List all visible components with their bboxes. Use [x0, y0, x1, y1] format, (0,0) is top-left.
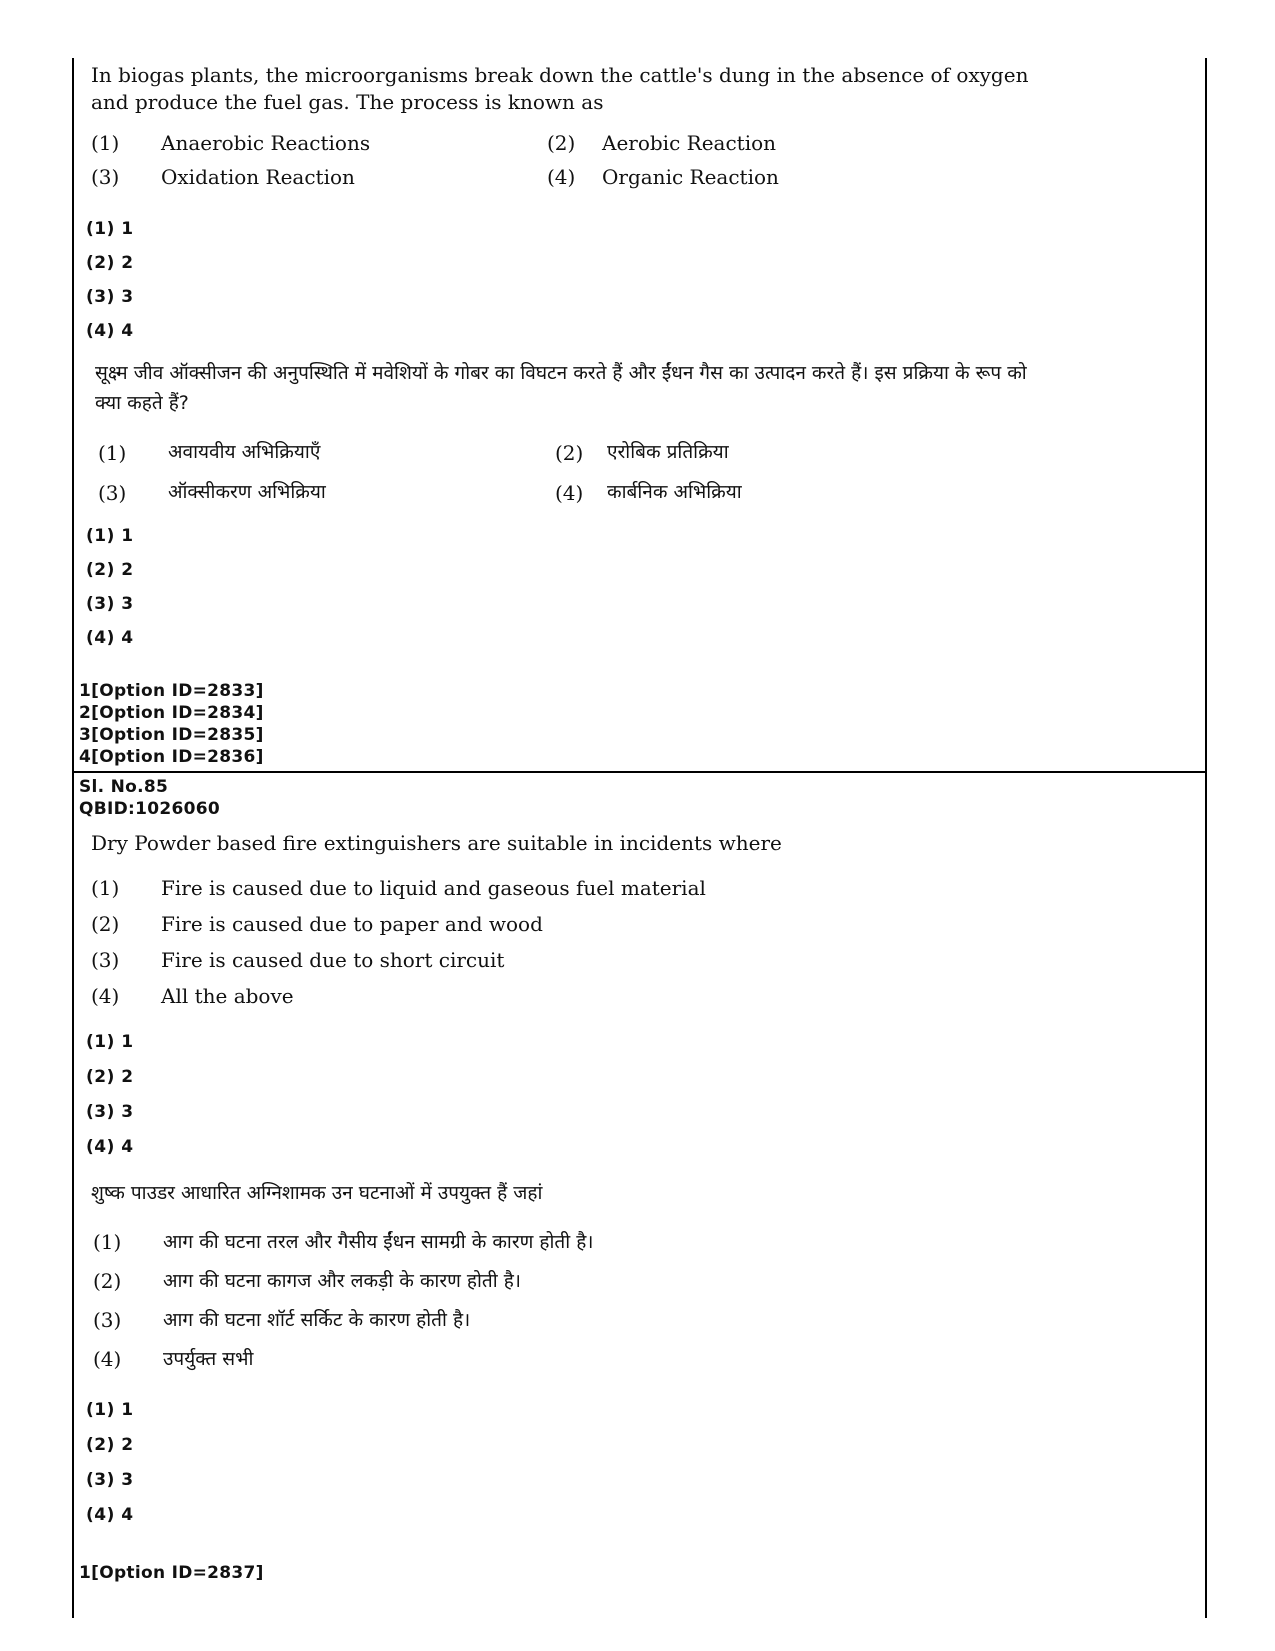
question-bank-id: QBID:1026060 [79, 799, 221, 819]
option-number: (4) [555, 481, 584, 505]
serial-number: Sl. No.85 [79, 777, 169, 797]
option-number: (2) [547, 131, 576, 155]
option-text: आग की घटना तरल और गैसीय ईंधन सामग्री के कारण होती है। [163, 1231, 594, 1253]
option-text: आग की घटना कागज और लकड़ी के कारण होती है। [163, 1270, 521, 1292]
question-text-hi: सूक्ष्म जीव ऑक्सीजन की अनुपस्थिति में मवेशियों के गोबर का विघटन करते हैं और ईंधन गैस का उत्पादन करते हैं। इस प्रक्रिया के रूप को क्या कहते हैं? [95, 362, 1027, 414]
option-id-list [79, 1562, 264, 1584]
option-text: एरोबिक प्रतिक्रिया [607, 441, 729, 463]
option-text: आग की घटना शॉर्ट सर्किट के कारण होती है। [163, 1309, 471, 1331]
option-number: (1) [93, 1230, 122, 1254]
option-number: (3) [93, 1308, 122, 1332]
question-text-en: In biogas plants, the microorganisms break down the cattle's dung in the absence of oxygen and produce the fuel gas. The process is known as [91, 63, 1029, 114]
option-number: (1) [91, 876, 120, 900]
option-text: कार्बनिक अभिक्रिया [607, 481, 742, 503]
answer-choice[interactable]: (2) 2 [86, 1067, 134, 1087]
option-number: (4) [547, 165, 576, 189]
option-number: (2) [91, 912, 120, 936]
option-number: (2) [93, 1269, 122, 1293]
option-number: (1) [91, 131, 120, 155]
option-id-list [79, 680, 264, 768]
answer-choice[interactable]: (2) 2 [86, 253, 134, 273]
option-id: 2[Option ID=2834] [79, 703, 264, 723]
answer-choice[interactable]: (1) 1 [86, 526, 134, 546]
answer-choice[interactable]: (3) 3 [86, 1102, 134, 1122]
option-text: Organic Reaction [602, 165, 779, 189]
option-text: Fire is caused due to paper and wood [161, 912, 543, 936]
answer-choice[interactable]: (3) 3 [86, 287, 134, 307]
option-text: अवायवीय अभिक्रियाएँ [168, 441, 321, 463]
option-number: (3) [91, 948, 120, 972]
option-text: Anaerobic Reactions [161, 131, 371, 155]
question-header [79, 776, 220, 820]
option-number: (3) [91, 165, 120, 189]
option-text: Fire is caused due to short circuit [161, 948, 505, 972]
answer-choice[interactable]: (1) 1 [86, 1032, 134, 1052]
answer-choice[interactable]: (2) 2 [86, 560, 134, 580]
option-text: ऑक्सीकरण अभिक्रिया [168, 481, 326, 503]
option-text: Oxidation Reaction [161, 165, 355, 189]
option-id: 3[Option ID=2835] [79, 725, 264, 745]
option-number: (4) [93, 1347, 122, 1371]
option-number: (1) [98, 441, 127, 465]
answer-choice[interactable]: (4) 4 [86, 321, 134, 341]
answer-choice[interactable]: (4) 4 [86, 628, 134, 648]
option-id: 1[Option ID=2833] [79, 681, 264, 701]
option-text: Fire is caused due to liquid and gaseous fuel material [161, 876, 706, 900]
answer-choice[interactable]: (1) 1 [86, 1400, 134, 1420]
answer-choice[interactable]: (4) 4 [86, 1505, 134, 1525]
option-number: (2) [555, 441, 584, 465]
option-number: (4) [91, 984, 120, 1008]
answer-choice[interactable]: (4) 4 [86, 1137, 134, 1157]
option-id: 1[Option ID=2837] [79, 1563, 264, 1583]
option-text: Aerobic Reaction [602, 131, 777, 155]
answer-choice[interactable]: (1) 1 [86, 219, 134, 239]
answer-choice[interactable]: (3) 3 [86, 594, 134, 614]
question-text-hi: शुष्क पाउडर आधारित अग्निशामक उन घटनाओं में उपयुक्त हैं जहां [91, 1182, 543, 1204]
option-text: उपर्युक्त सभी [163, 1348, 254, 1370]
answer-choice[interactable]: (3) 3 [86, 1470, 134, 1490]
answer-choice[interactable]: (2) 2 [86, 1435, 134, 1455]
option-text: All the above [161, 984, 294, 1008]
question-divider [72, 771, 1207, 773]
option-id: 4[Option ID=2836] [79, 747, 264, 767]
option-number: (3) [98, 481, 127, 505]
question-text-en: Dry Powder based fire extinguishers are suitable in incidents where [91, 831, 782, 855]
